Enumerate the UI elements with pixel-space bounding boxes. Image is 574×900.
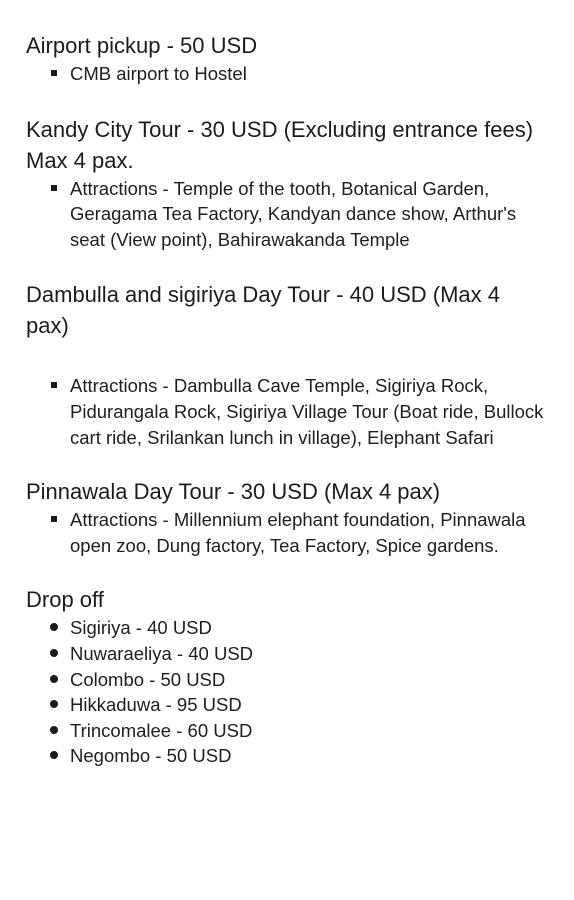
section-heading: Drop off — [26, 587, 104, 613]
dambulla-sigiriya-tour-section — [26, 279, 548, 450]
section-heading: Pinnawala Day Tour - 30 USD (Max 4 pax) — [26, 479, 441, 505]
list-item: Sigiriya - 40 USD — [26, 615, 548, 641]
drop-off-section — [26, 584, 548, 769]
bullet-list — [26, 61, 548, 87]
list-item: Nuwaraeliya - 40 USD — [26, 641, 548, 667]
kandy-city-tour-section — [26, 114, 548, 253]
bullet-list — [26, 373, 548, 450]
list-item: CMB airport to Hostel — [26, 61, 548, 87]
list-item: Attractions - Dambulla Cave Temple, Sigiriya Rock, Pidurangala Rock, Sigiriya Village Tour (Boat ride, Bullock cart ride, Srilankan lunch in village), Elephant Safari — [26, 373, 548, 450]
list-item: Trincomalee - 60 USD — [26, 718, 548, 744]
list-item: Hikkaduwa - 95 USD — [26, 692, 548, 718]
section-heading: Dambulla and sigiriya Day Tour - 40 USD (Max 4 pax) — [26, 282, 500, 339]
bullet-list — [26, 615, 548, 769]
list-item: Attractions - Temple of the tooth, Botanical Garden, Geragama Tea Factory, Kandyan dance show, Arthur's seat (View point), Bahirawakanda Temple — [26, 176, 548, 253]
bullet-list — [26, 176, 548, 253]
section-heading: Airport pickup - 50 USD — [26, 33, 258, 58]
section-heading: Kandy City Tour - 30 USD (Excluding entrance fees) Max 4 pax. — [26, 116, 534, 173]
list-item: Attractions - Millennium elephant foundation, Pinnawala open zoo, Dung factory, Tea Factory, Spice gardens. — [26, 507, 548, 558]
pinnawala-tour-section — [26, 476, 548, 558]
list-item: Negombo - 50 USD — [26, 743, 548, 769]
list-item: Colombo - 50 USD — [26, 667, 548, 693]
airport-pickup-section — [26, 30, 548, 87]
bullet-list — [26, 507, 548, 558]
